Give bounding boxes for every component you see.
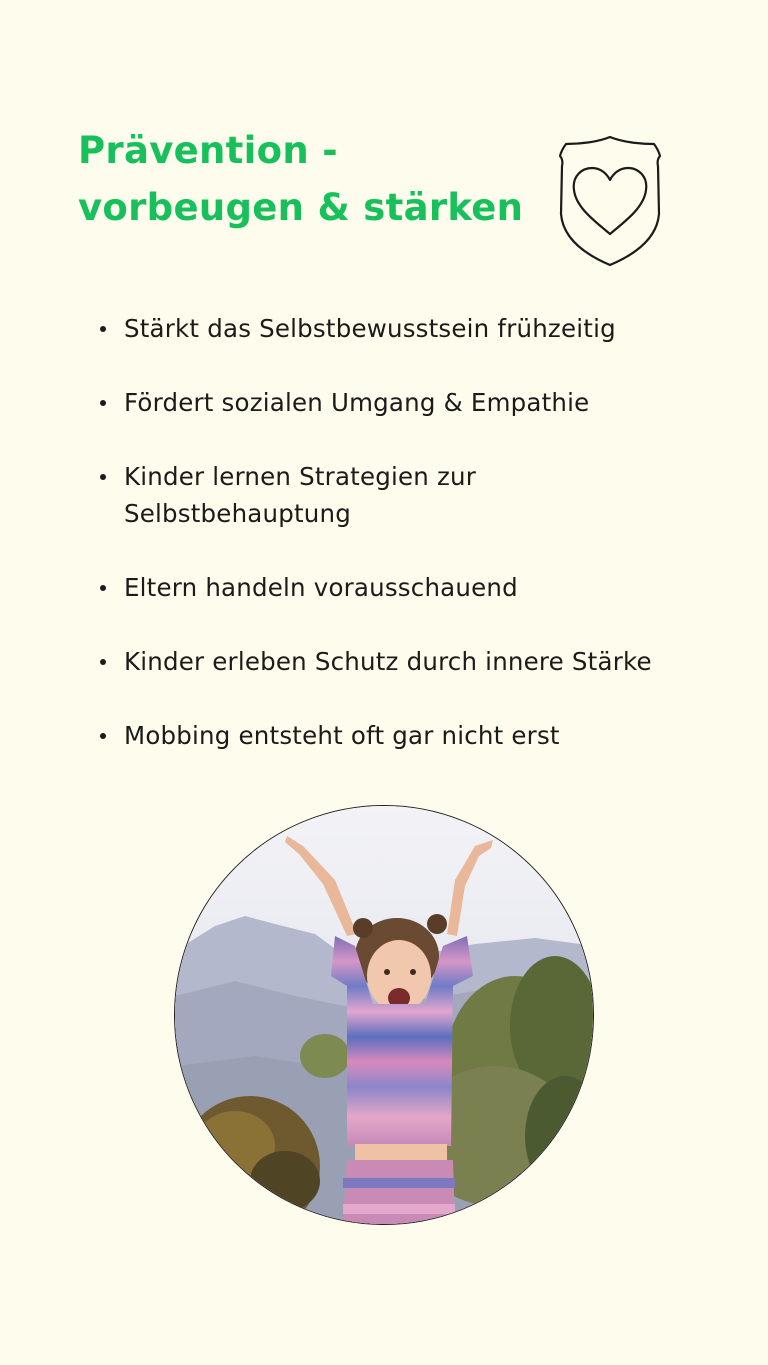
list-item-text: Eltern handeln vorausschauend — [124, 573, 518, 602]
list-item-text: Kinder erleben Schutz durch innere Stärke — [124, 647, 652, 676]
list-item-text: Stärkt das Selbstbewusstsein frühzeitig — [124, 314, 616, 343]
bullet-dot — [100, 474, 106, 480]
heart-icon — [574, 168, 647, 234]
list-item — [96, 717, 716, 754]
list-item — [96, 384, 716, 421]
list-item-text: Fördert sozialen Umgang & Empathie — [124, 388, 590, 417]
bullet-dot — [100, 326, 106, 332]
bullet-dot — [100, 400, 106, 406]
list-item — [96, 643, 716, 680]
page-title — [78, 122, 523, 236]
bullet-dot — [100, 585, 106, 591]
title-line-2: vorbeugen & stärken — [78, 186, 524, 229]
title-line-1: Prävention - — [78, 129, 338, 172]
shield-heart-icon — [558, 134, 662, 268]
benefits-list — [96, 310, 716, 791]
list-item — [96, 458, 716, 532]
list-item — [96, 569, 716, 606]
bullet-dot — [100, 659, 106, 665]
list-item-text: Mobbing entsteht oft gar nicht erst — [124, 721, 560, 750]
list-item-text-continued: Selbstbehauptung — [124, 499, 352, 528]
bullet-dot — [100, 733, 106, 739]
child-photo — [174, 805, 594, 1225]
list-item — [96, 310, 716, 347]
list-item-text: Kinder lernen Strategien zur — [124, 462, 477, 491]
